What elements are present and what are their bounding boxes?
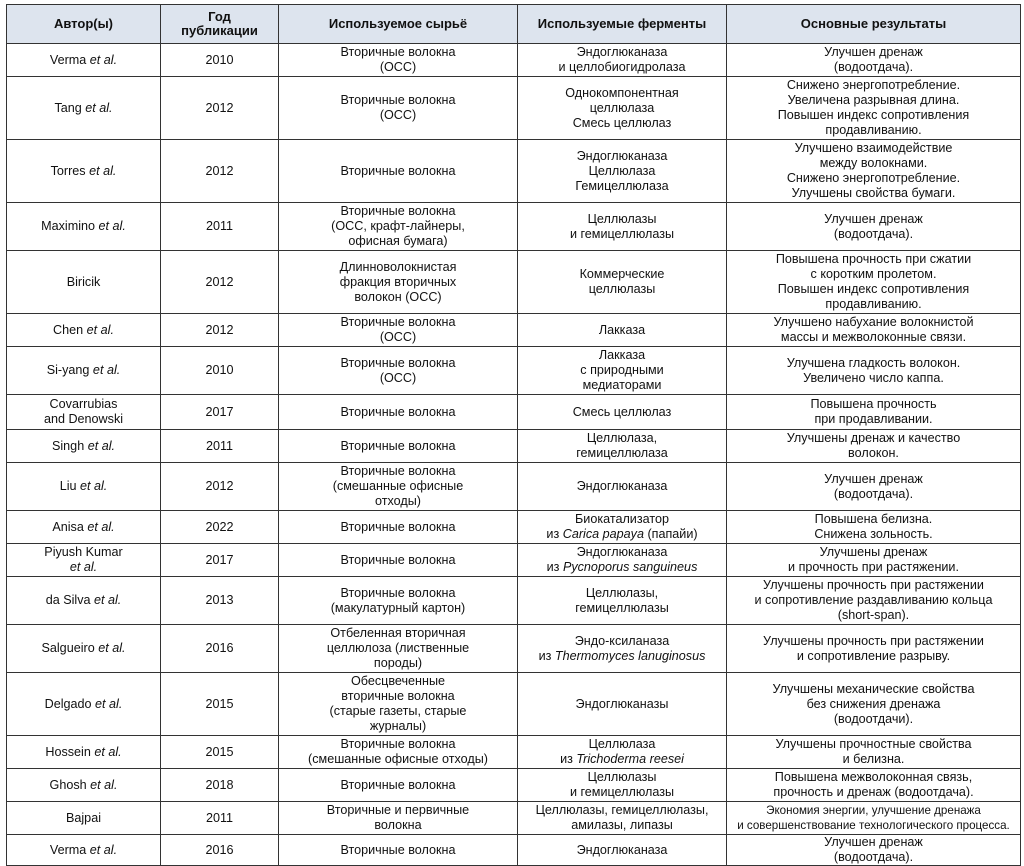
enzyme-text: Эндоглюканаза	[576, 479, 668, 493]
cell-results: Улучшены прочностные свойства и белизна.	[727, 736, 1021, 769]
enzyme-source-organism: Carica papaya	[562, 527, 644, 541]
author-name: da Silva	[45, 593, 91, 607]
cell-results: Повышена прочность при сжатии с коротким пролетом. Повышен индекс сопротивления продавливанию.	[727, 251, 1021, 314]
cell-year: 2015	[161, 673, 279, 736]
cell-year: 2022	[161, 511, 279, 544]
author-etal: et al.	[76, 479, 108, 493]
author-etal: et al.	[95, 219, 126, 233]
author-name: Si-yang	[46, 363, 90, 377]
author-etal: et al.	[91, 696, 123, 711]
cell-author	[7, 44, 161, 77]
cell-enzymes	[518, 430, 727, 463]
author-etal: et al.	[86, 52, 118, 67]
cell-enzymes	[518, 544, 727, 577]
author-name: Anisa	[52, 519, 84, 534]
cell-results: Улучшен дренаж (водоотдача).	[727, 463, 1021, 511]
cell-author	[7, 314, 161, 347]
enzyme-text: Эндоглюканаза и целлобиогидролаза	[558, 45, 686, 74]
cell-enzymes	[518, 463, 727, 511]
cell-enzymes	[518, 251, 727, 314]
cell-raw-material: Вторичные волокна (макулатурный картон)	[279, 577, 518, 625]
author-etal: et al.	[69, 560, 98, 574]
cell-raw-material: Вторичные волокна	[279, 140, 518, 203]
cell-raw-material: Вторичные волокна (ОСС)	[279, 347, 518, 395]
cell-author	[7, 769, 161, 802]
cell-raw-material: Вторичные волокна	[279, 835, 518, 866]
cell-enzymes	[518, 511, 727, 544]
table-row	[7, 347, 1021, 395]
enzyme-text: Целлюлаза, гемицеллюлаза	[576, 431, 668, 460]
cell-year: 2018	[161, 769, 279, 802]
cell-year: 2011	[161, 203, 279, 251]
cell-results: Улучшено набухание волокнистой массы и межволоконные связи.	[727, 314, 1021, 347]
enzyme-source-organism: Thermomyces lanuginosus	[554, 648, 706, 663]
author-etal: et al.	[84, 438, 116, 453]
author-etal: et al.	[90, 593, 122, 607]
table-row	[7, 430, 1021, 463]
table-row	[7, 251, 1021, 314]
table-row	[7, 44, 1021, 77]
enzyme-text: Целлюлазы, гемицеллюлазы, амилазы, липазы	[535, 803, 709, 832]
table-row	[7, 736, 1021, 769]
author-name: Maximino	[41, 219, 96, 233]
cell-author	[7, 347, 161, 395]
author-etal: et al.	[90, 744, 122, 759]
cell-enzymes	[518, 347, 727, 395]
header-author: Автор(ы)	[7, 5, 161, 44]
enzyme-text: Лакказа с природными медиаторами	[580, 348, 664, 392]
cell-year: 2012	[161, 251, 279, 314]
cell-year: 2012	[161, 314, 279, 347]
cell-enzymes	[518, 203, 727, 251]
cell-author	[7, 802, 161, 835]
cell-author	[7, 673, 161, 736]
cell-enzymes	[518, 395, 727, 430]
enzyme-text: Эндоглюканаза	[576, 842, 668, 857]
table-row	[7, 314, 1021, 347]
cell-results: Улучшены прочность при растяжении и сопротивление раздавливанию кольца (short-span).	[727, 577, 1021, 625]
table-row	[7, 511, 1021, 544]
cell-results: Улучшено взаимодействие между волокнами. Снижено энергопотребление. Улучшены свойства бумаги.	[727, 140, 1021, 203]
table-row	[7, 835, 1021, 866]
author-etal: et al.	[83, 519, 115, 534]
enzyme-text: Смесь целлюлаз	[572, 404, 672, 419]
cell-raw-material: Вторичные волокна	[279, 430, 518, 463]
cell-year: 2012	[161, 140, 279, 203]
cell-raw-material: Вторичные волокна	[279, 511, 518, 544]
header-year: Год публикации	[161, 5, 279, 44]
cell-year: 2015	[161, 736, 279, 769]
enzyme-text: Однокомпонентная целлюлаза Смесь целлюлаз	[565, 85, 679, 130]
header-raw-material: Используемое сырьё	[279, 5, 518, 44]
author-name: Verma	[49, 52, 87, 67]
cell-year: 2012	[161, 463, 279, 511]
cell-results: Улучшены дренаж и качество волокон.	[727, 430, 1021, 463]
cell-enzymes	[518, 835, 727, 866]
author-name: Verma	[49, 842, 87, 857]
cell-results: Снижено энергопотребление. Увеличена разрывная длина. Повышен индекс сопротивления продавливанию.	[727, 77, 1021, 140]
cell-enzymes	[518, 577, 727, 625]
table-body	[7, 44, 1021, 866]
cell-raw-material: Вторичные волокна	[279, 769, 518, 802]
table-row	[7, 802, 1021, 835]
cell-raw-material: Вторичные волокна (ОСС)	[279, 77, 518, 140]
cell-enzymes	[518, 673, 727, 736]
author-name: Tang	[54, 100, 82, 115]
cell-raw-material: Отбеленная вторичная целлюлоза (лиственные породы)	[279, 625, 518, 673]
enzyme-source-species: Pycnoporus sanguineus	[562, 560, 698, 574]
enzyme-text: Целлюлазы, гемицеллюлазы	[575, 585, 669, 615]
author-name: Torres	[50, 163, 86, 178]
enzyme-text: Коммерческие целлюлазы	[579, 267, 665, 296]
enzyme-text: Целлюлаза из	[560, 737, 656, 766]
cell-enzymes	[518, 736, 727, 769]
cell-year: 2011	[161, 802, 279, 835]
cell-year: 2016	[161, 625, 279, 673]
cell-year: 2010	[161, 44, 279, 77]
cell-results: Повышена прочность при продавливании.	[727, 395, 1021, 430]
table-row	[7, 203, 1021, 251]
cell-results: Улучшен дренаж (водоотдача).	[727, 835, 1021, 866]
author-etal: et al.	[81, 100, 113, 115]
cell-results: Улучшена гладкость волокон. Увеличено число каппа.	[727, 347, 1021, 395]
cell-enzymes	[518, 769, 727, 802]
table-row	[7, 769, 1021, 802]
author-etal: et al.	[83, 322, 114, 337]
table-row	[7, 544, 1021, 577]
enzyme-text: Эндоглюканазы	[575, 696, 669, 711]
author-etal: et al.	[85, 163, 117, 178]
enzyme-text: Лакказа	[598, 322, 646, 337]
cell-enzymes	[518, 314, 727, 347]
enzyme-text: Биокатализатор из	[546, 512, 669, 541]
enzyme-text: Эндоглюканаза	[576, 545, 668, 559]
author-etal: et al.	[94, 641, 126, 655]
cell-raw-material: Длинноволокнистая фракция вторичных волокон (ОСС)	[279, 251, 518, 314]
cell-raw-material: Вторичные волокна (смешанные офисные отходы)	[279, 463, 518, 511]
author-name: Liu	[59, 479, 77, 493]
cell-year: 2013	[161, 577, 279, 625]
cell-enzymes	[518, 77, 727, 140]
cell-author	[7, 835, 161, 866]
cell-raw-material: Вторичные волокна (ОСС)	[279, 314, 518, 347]
author-name: Singh	[51, 438, 85, 453]
author-name: Salgueiro	[41, 641, 95, 655]
cell-results: Улучшен дренаж (водоотдача).	[727, 203, 1021, 251]
enzyme-text-suffix: (папайи)	[643, 527, 698, 541]
cell-author	[7, 736, 161, 769]
cell-author	[7, 544, 161, 577]
author-etal: et al.	[86, 842, 118, 857]
cell-author	[7, 140, 161, 203]
enzyme-studies-table	[6, 4, 1021, 866]
cell-author	[7, 511, 161, 544]
cell-raw-material: Вторичные волокна	[279, 544, 518, 577]
cell-year: 2011	[161, 430, 279, 463]
table-row	[7, 395, 1021, 430]
cell-author	[7, 251, 161, 314]
cell-year: 2012	[161, 77, 279, 140]
cell-raw-material: Вторичные волокна (ОСС, крафт-лайнеры, офисная бумага)	[279, 203, 518, 251]
enzyme-source-organism: Trichoderma reesei	[576, 752, 684, 766]
cell-raw-material: Обесцвеченные вторичные волокна (старые газеты, старые журналы)	[279, 673, 518, 736]
author-name: Chen	[53, 322, 84, 337]
table-row	[7, 77, 1021, 140]
cell-raw-material: Вторичные волокна (ОСС)	[279, 44, 518, 77]
table-row	[7, 140, 1021, 203]
cell-author	[7, 463, 161, 511]
cell-results: Улучшены дренаж и прочность при растяжении.	[727, 544, 1021, 577]
cell-enzymes	[518, 140, 727, 203]
cell-author	[7, 430, 161, 463]
author-name: Piyush Kumar	[44, 545, 123, 559]
cell-enzymes	[518, 802, 727, 835]
enzyme-source-organism	[547, 560, 698, 574]
cell-author	[7, 203, 161, 251]
cell-enzymes	[518, 44, 727, 77]
table-row	[7, 463, 1021, 511]
header-enzymes: Используемые ферменты	[518, 5, 727, 44]
cell-raw-material: Вторичные волокна	[279, 395, 518, 430]
cell-enzymes	[518, 625, 727, 673]
enzyme-text: Целлюлазы и гемицеллюлазы	[569, 211, 675, 241]
cell-year: 2017	[161, 544, 279, 577]
table-row	[7, 673, 1021, 736]
cell-results: Экономия энергии, улучшение дренажа и совершенствование технологического процесса.	[727, 802, 1021, 835]
cell-year: 2010	[161, 347, 279, 395]
cell-results: Улучшены прочность при растяжении и сопротивление разрыву.	[727, 625, 1021, 673]
enzyme-text: Эндоглюканаза Целлюлаза Гемицеллюлаза	[575, 148, 669, 193]
cell-author	[7, 395, 161, 430]
table-row	[7, 625, 1021, 673]
cell-year: 2016	[161, 835, 279, 866]
author-name: Bajpai	[65, 810, 101, 825]
cell-results: Повышена белизна. Снижена зольность.	[727, 511, 1021, 544]
cell-raw-material: Вторичные и первичные волокна	[279, 802, 518, 835]
author-name: Delgado	[44, 696, 92, 711]
author-etal: et al.	[89, 363, 121, 377]
enzyme-source-prefix: из	[546, 560, 563, 574]
table-row	[7, 577, 1021, 625]
author-name: Biricik	[66, 274, 101, 289]
header-row	[7, 5, 1021, 44]
cell-raw-material: Вторичные волокна (смешанные офисные отходы)	[279, 736, 518, 769]
cell-author	[7, 625, 161, 673]
author-name: Hossein	[45, 744, 91, 759]
cell-results: Улучшены механические свойства без снижения дренажа (водоотдачи).	[727, 673, 1021, 736]
enzyme-text: Эндо-ксиланаза из	[538, 633, 670, 663]
cell-year: 2017	[161, 395, 279, 430]
cell-results: Повышена межволоконная связь, прочность и дренаж (водоотдача).	[727, 769, 1021, 802]
author-name: Ghosh	[49, 777, 87, 792]
header-results: Основные результаты	[727, 5, 1021, 44]
cell-author	[7, 77, 161, 140]
cell-author	[7, 577, 161, 625]
enzyme-text: Целлюлазы и гемицеллюлазы	[569, 770, 675, 799]
author-etal: et al.	[86, 777, 118, 792]
cell-results: Улучшен дренаж (водоотдача).	[727, 44, 1021, 77]
author-name: Covarrubias and Denowski	[43, 397, 124, 426]
